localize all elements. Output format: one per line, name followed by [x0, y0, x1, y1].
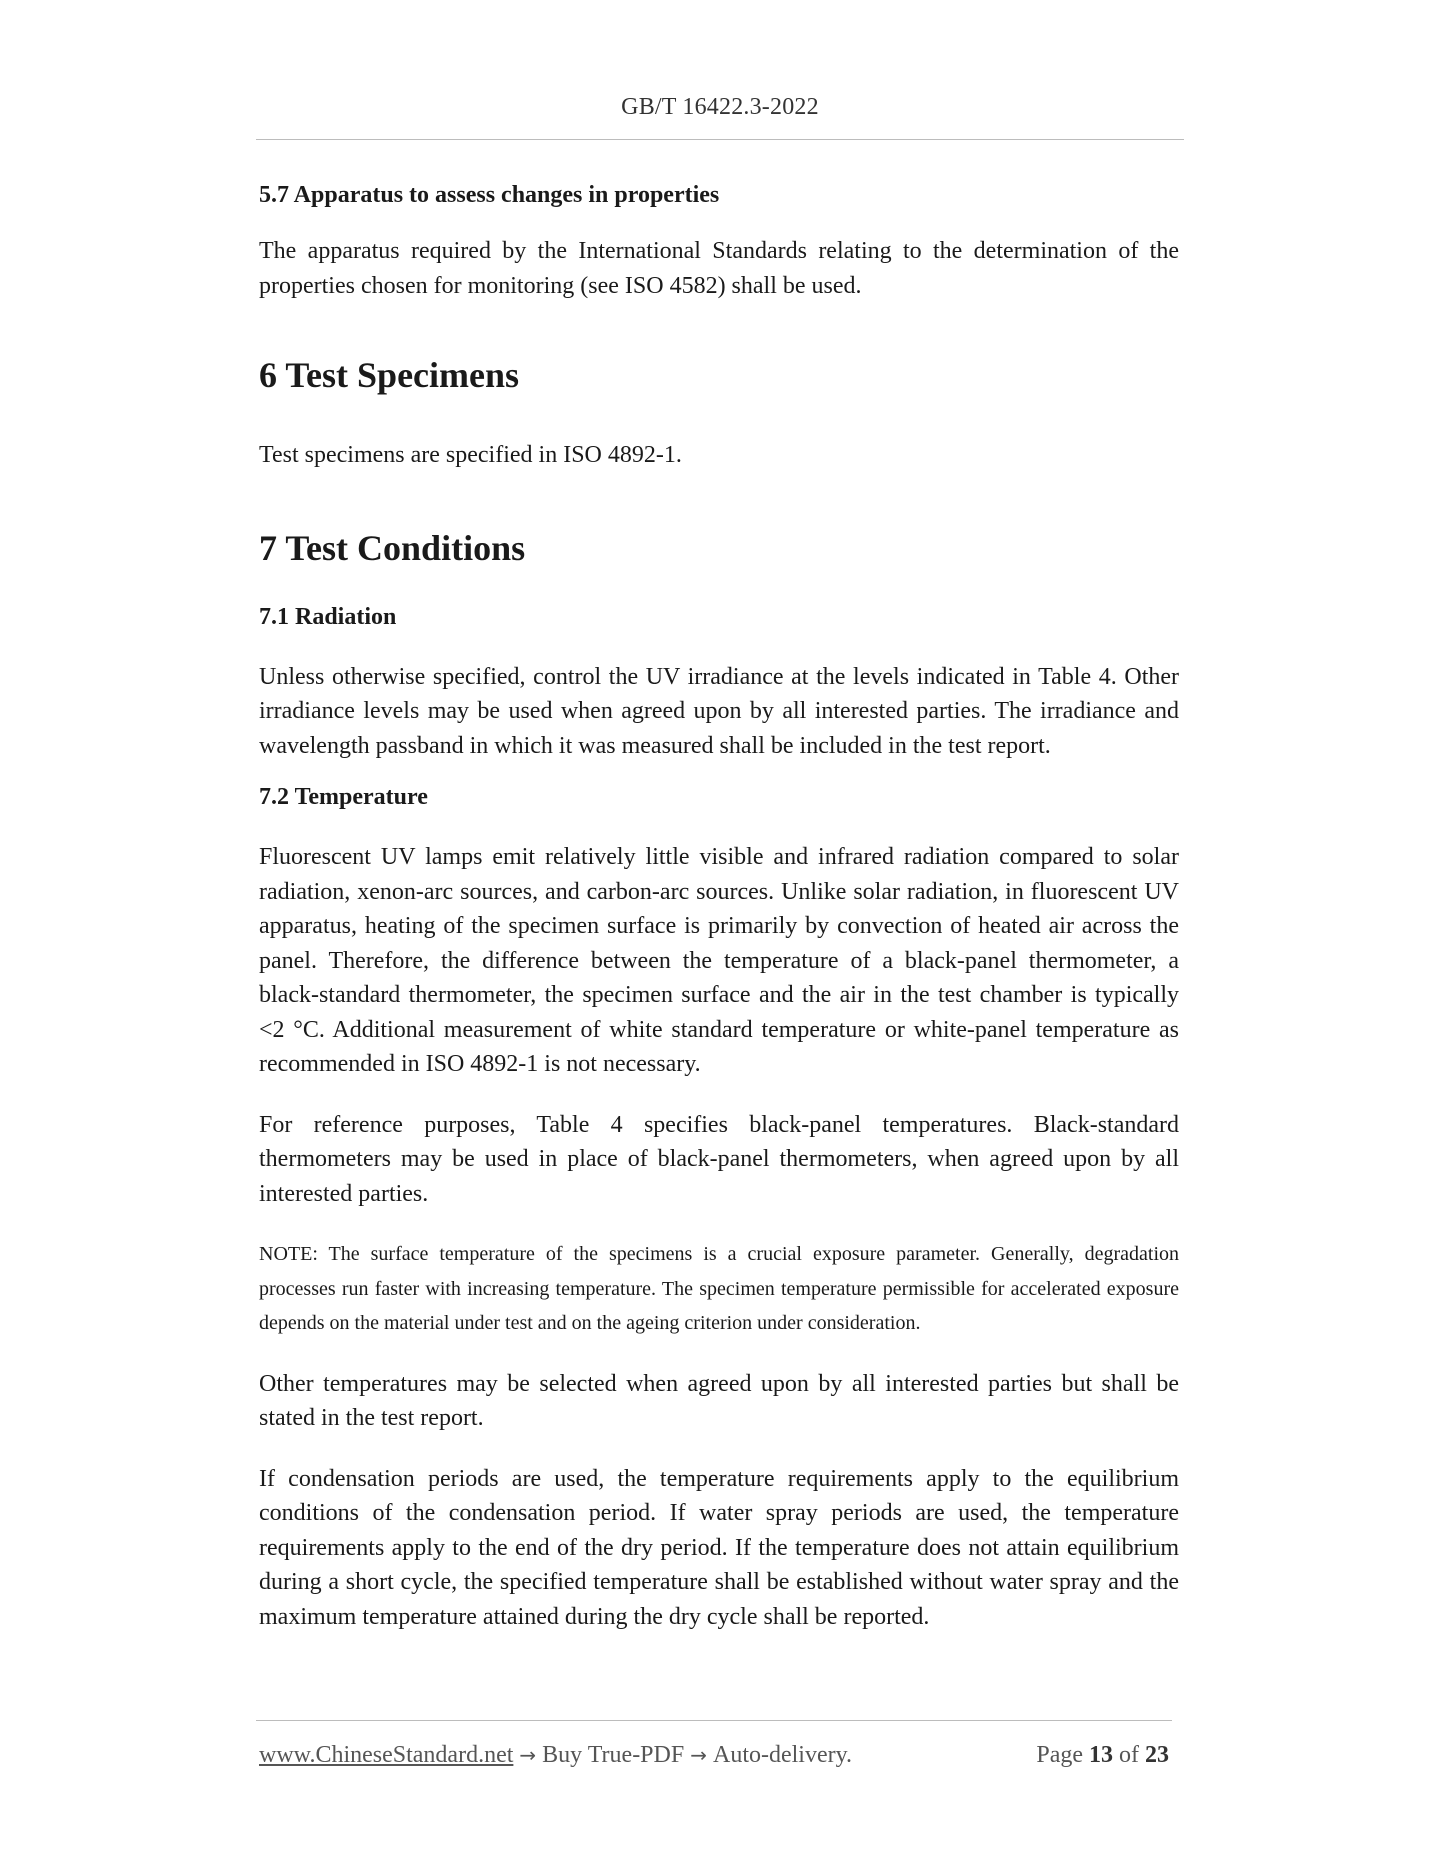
section-6-heading: 6 Test Specimens — [259, 355, 520, 395]
auto-delivery-text: Auto-delivery. — [712, 1742, 853, 1768]
footer-divider — [256, 1720, 1172, 1721]
page-footer — [259, 1738, 1169, 1772]
section-7-1-heading: 7.1 Radiation — [259, 603, 397, 630]
arrow-right-icon: → — [519, 1743, 537, 1767]
section-7-2-paragraph-2: For reference purposes, Table 4 specifies black-panel temperatures. Black-standard thermometers may be used in place of black-panel thermometers, when agreed upon by all interested parties. — [259, 1111, 1179, 1207]
section-7-2-paragraph-3: Other temperatures may be selected when agreed upon by all interested parties but shall be stated in the test report. — [259, 1370, 1179, 1431]
section-6-paragraph: Test specimens are specified in ISO 4892-1. — [259, 442, 682, 468]
page-total: 23 — [1145, 1742, 1169, 1768]
section-7-2-paragraph-4: If condensation periods are used, the temperature requirements apply to the equilibrium conditions of the condensation period. If water spray periods are used, the temperature requirements apply to the end of the dry period. If the temperature does not attain equilibrium during a short cycle, the specified temperature shall be established without water spray and the maximum temperature attained during the dry cycle shall be reported. — [259, 1465, 1179, 1630]
header-divider — [256, 139, 1184, 140]
page-number — [1036, 1738, 1169, 1772]
section-7-2-paragraph-1: Fluorescent UV lamps emit relatively little visible and infrared radiation compared to solar radiation, xenon-arc sources, and carbon-arc sources. Unlike solar radiation, in fluorescent UV apparatus, heating of the specimen surface is primarily by convection of heated air across the panel. Therefore, the difference between the temperature of a black-panel thermometer, a black-standard thermometer, the specimen surface and the air in the test chamber is typically <2 °C. Additional measurement of white standard temperature or white-panel temperature as recommended in ISO 4892-1 is not necessary. — [259, 844, 1179, 1077]
website-link[interactable]: www.ChineseStandard.net — [259, 1742, 514, 1768]
section-7-heading: 7 Test Conditions — [259, 527, 526, 568]
section-5-7-paragraph: The apparatus required by the International Standards relating to the determination of the properties chosen for monitoring (see ISO 4582) shall be used. — [259, 238, 1179, 299]
page-content — [259, 178, 1179, 1634]
page-of-label: of — [1119, 1742, 1139, 1768]
section-5-7-heading: 5.7 Apparatus to assess changes in properties — [259, 182, 720, 208]
page-current: 13 — [1089, 1742, 1113, 1768]
document-id-header: GB/T 16422.3-2022 — [621, 94, 819, 120]
section-7-2-heading: 7.2 Temperature — [259, 784, 428, 810]
arrow-right-icon: → — [690, 1743, 707, 1767]
section-7-2-note: NOTE: The surface temperature of the specimens is a crucial exposure parameter. Generally, degradation processes run faster with increasing temperature. The specimen temperature permissible for accelerated exposure depends on the material under test and on the ageing criterion under consideration. — [259, 1243, 1179, 1334]
footer-promo — [259, 1738, 852, 1772]
buy-true-pdf-text: Buy True-PDF — [542, 1742, 685, 1768]
section-7-1-paragraph: Unless otherwise specified, control the UV irradiance at the levels indicated in Table 4. Other irradiance levels may be used when agreed upon by all interested parties. The irradiance and wavelength passband in which it was measured shall be included in the test report. — [259, 663, 1179, 759]
page-label: Page — [1036, 1742, 1083, 1768]
